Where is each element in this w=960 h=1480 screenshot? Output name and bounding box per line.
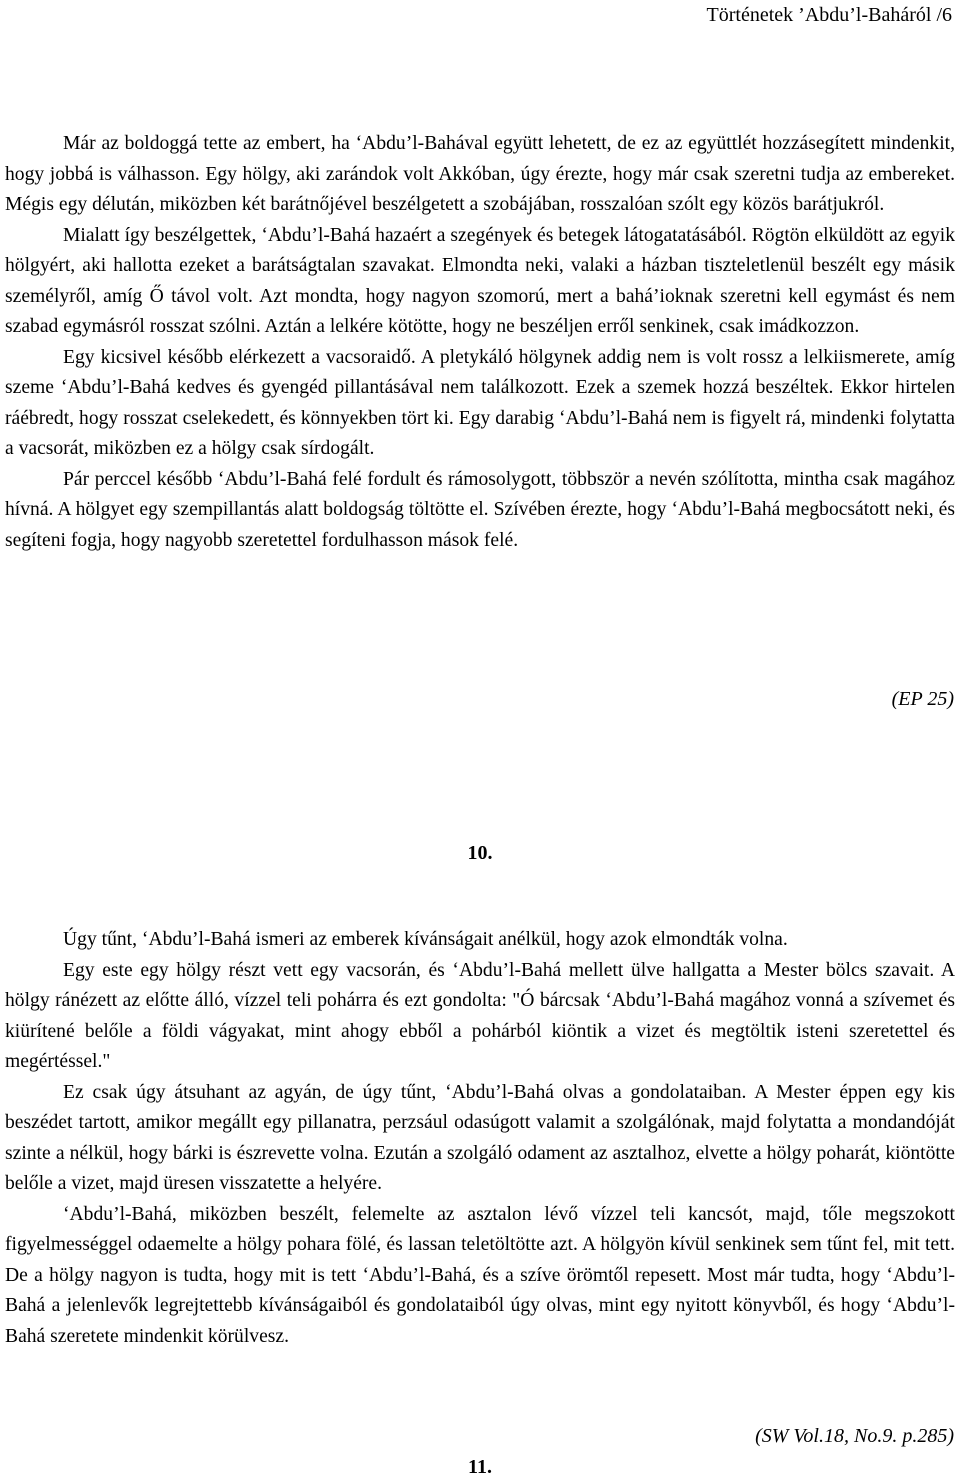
- paragraph: Egy este egy hölgy részt vett egy vacsorán, és ‘Abdu’l-Bahá mellett ülve hallgatta a Mester bölcs szavait. A hölgy ránézett az előtte álló, vízzel teli pohárra és ezt gondolta: "Ó bárcsak ‘Abdu’l-Bahá magához vonná a szívemet és kiürítené belőle a földi vágyakat, mint ahogy ebből a pohárból kiöntik a vizet és megtöltik isteni szeretettel és megértéssel.": [5, 959, 955, 1072]
- paragraph: Úgy tűnt, ‘Abdu’l-Bahá ismeri az emberek kívánságait anélkül, hogy azok elmondták volna.: [63, 929, 788, 950]
- paragraph: Mialatt így beszélgettek, ‘Abdu’l-Bahá hazaért a szegények és betegek látogatatásából. Rögtön elküldött az egyik hölgyért, aki hallotta ezeket a barátságtalan szavakat. Elmondta neki, valaki a házban tiszteletlenül beszélt egy másik személyről, amíg Ő távol volt. Azt mondta, hogy nagyon szomorú, mert a bahá’ioknak szeretni kell egymást és nem szabad egymásról rosszat szólni. Aztán a lelkére kötötte, hogy ne beszéljen erről senkinek, csak imádkozzon.: [5, 224, 955, 337]
- paragraph: Ez csak úgy átsuhant az agyán, de úgy tűnt, ‘Abdu’l-Bahá olvas a gondolataiban. A Mester éppen egy kis beszédet tartott, amikor megállt egy pillanatra, perzsául odasúgott valamit a szolgálónak, majd folytatta a mondandóját szinte a nélkül, hogy bárki is észrevette volna. Ezután a szolgáló odament az asztalhoz, elvette a hölgy poharát, kiöntötte belőle a vizet, majd üresen visszatette a helyére.: [5, 1081, 955, 1194]
- paragraph: Már az boldoggá tette az embert, ha ‘Abdu’l-Bahával együtt lehetett, de ez az együttlét hozzásegített mindenkit, hogy jobbá is válhasson. Egy hölgy, aki zarándok volt Akkóban, úgy érezte, hogy már csak szeretni tudja az embereket. Mégis egy délután, miközben két barátnőjével beszélgetett a szobájában, rosszalóan szólt egy közös barátjukról.: [5, 133, 955, 215]
- source-citation: (EP 25): [891, 688, 954, 710]
- paragraph: Pár perccel később ‘Abdu’l-Bahá felé fordult és rámosolygott, többször a nevén szólította, mintha csak magához hívná. A hölgyet egy szempillantás alatt boldogság töltötte el. Szívében érezte, hogy ‘Abdu’l-Bahá megbocsátott neki, és segíteni fogja, hogy nagyobb szeretettel fordulhasson mások felé.: [5, 468, 955, 551]
- story-10-text: [5, 925, 955, 1352]
- paragraph: ‘Abdu’l-Bahá, miközben beszélt, felemelte az asztalon lévő vízzel teli kancsót, majd, tőle megszokott figyelmességgel odaemelte a hölgy pohara fölé, és lassan teletöltötte azt. A hölgyön kívül senkinek sem tűnt fel, mit tett. De a hölgy nagyon is tudta, hogy mit is tett ‘Abdu’l-Bahá, és a szíve örömtől repesett. Most már tudta, hogy ‘Abdu’l-Bahá a jelenlevők legrejtettebb kívánságaiból és gondolataiból úgy olvas, mint egy nyitott könyvből, és hogy ‘Abdu’l-Bahá szeretete mindenkit körülvesz.: [5, 1203, 955, 1347]
- source-citation: (SW Vol.18, No.9. p.285): [755, 1425, 954, 1447]
- story-number: 10.: [467, 842, 493, 864]
- story-9-text: [5, 129, 955, 556]
- story-number: 11.: [468, 1456, 492, 1478]
- paragraph: Egy kicsivel később elérkezett a vacsoraidő. A pletykáló hölgynek addig nem is volt rossz a lelkiismerete, amíg szeme ‘Abdu’l-Bahá kedves és gyengéd pillantásával nem találkozott. Ezek a szemek hozzá beszéltek. Ekkor hirtelen ráébredt, hogy rosszat cselekedett, és könnyekben tört ki. Egy darabig ‘Abdu’l-Bahá nem is figyelt rá, mindenki folytatta a vacsorát, miközben ez a hölgy csak sírdogált.: [5, 346, 955, 459]
- running-header: Történetek ’Abdu’l-Baháról /6: [706, 4, 952, 26]
